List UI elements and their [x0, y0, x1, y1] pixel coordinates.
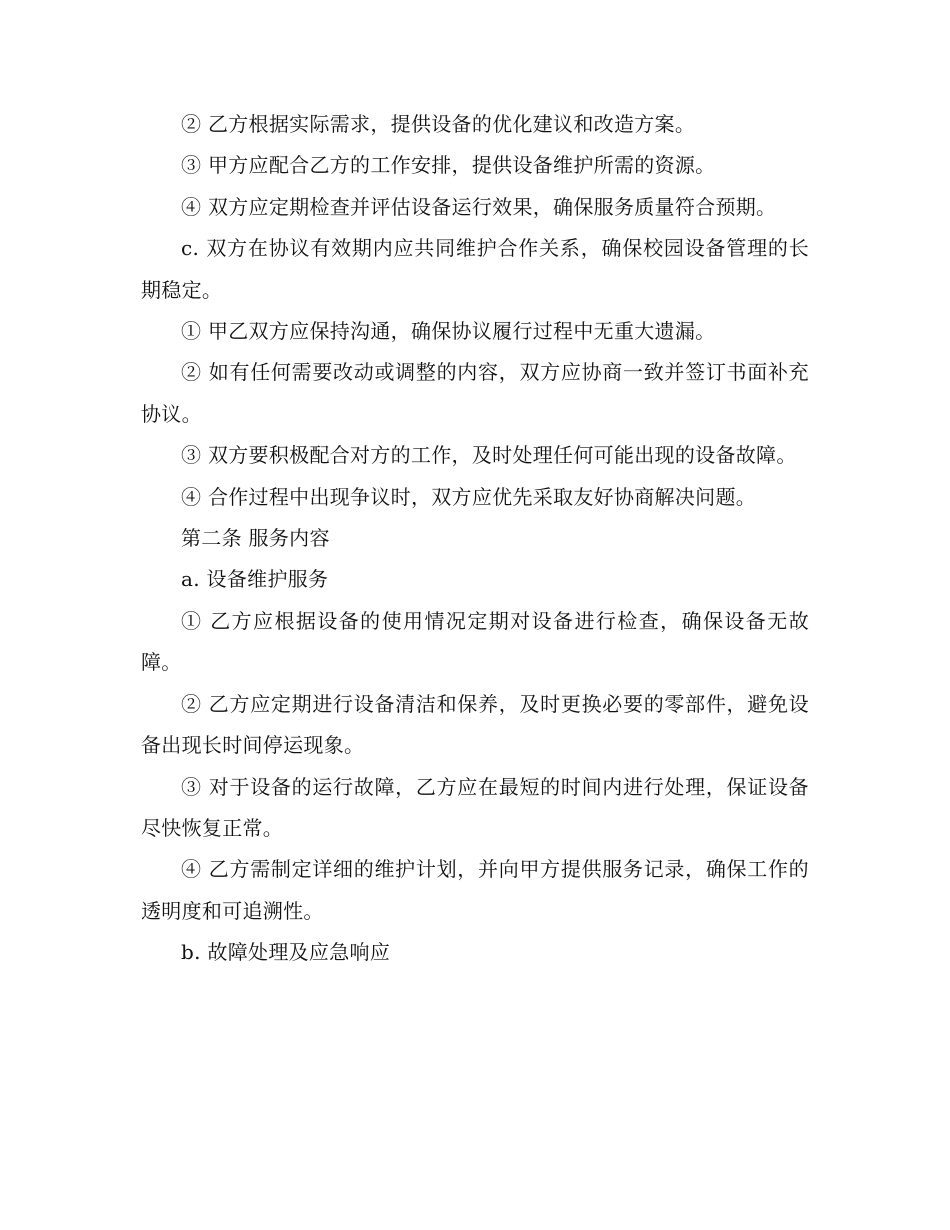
paragraph-a-item-4: ④ 乙方需制定详细的维护计划，并向甲方提供服务记录，确保工作的透明度和可追溯性。: [141, 857, 809, 923]
paragraph-a-item-3: ③ 对于设备的运行故障，乙方应在最短的时间内进行处理，保证设备尽快恢复正常。: [141, 774, 809, 840]
paragraph-a-item-2: ② 乙方应定期进行设备清洁和保养，及时更换必要的零部件，避免设备出现长时间停运现象。: [141, 691, 809, 758]
paragraph-a-item-1: ① 乙方应根据设备的使用情况定期对设备进行检查，确保设备无故障。: [141, 608, 809, 675]
section-heading-article-2: 第二条 服务内容: [181, 526, 330, 551]
paragraph-c-item-2: ② 如有任何需要改动或调整的内容，双方应协商一致并签订书面补充协议。: [141, 360, 809, 426]
paragraph-c-item-1: ① 甲乙双方应保持沟通，确保协议履行过程中无重大遗漏。: [181, 319, 716, 344]
paragraph-c-item-4: ④ 合作过程中出现争议时，双方应优先采取友好协商解决问题。: [181, 484, 757, 509]
document-body: [141, 104, 809, 974]
paragraph-item-2: ② 乙方根据实际需求，提供设备的优化建议和改造方案。: [181, 112, 696, 136]
paragraph-item-4: ④ 双方应定期检查并评估设备运行效果，确保服务质量符合预期。: [181, 194, 777, 219]
paragraph-item-3: ③ 甲方应配合乙方的工作安排，提供设备维护所需的资源。: [181, 153, 716, 178]
subsection-heading-b: b. 故障处理及应急响应: [181, 940, 391, 965]
paragraph-c-item-3: ③ 双方要积极配合对方的工作，及时处理任何可能出现的设备故障。: [181, 443, 797, 468]
subsection-heading-a: a. 设备维护服务: [181, 567, 329, 592]
paragraph-clause-c: c. 双方在协议有效期内应共同维护合作关系，确保校园设备管理的长期稳定。: [141, 236, 809, 302]
